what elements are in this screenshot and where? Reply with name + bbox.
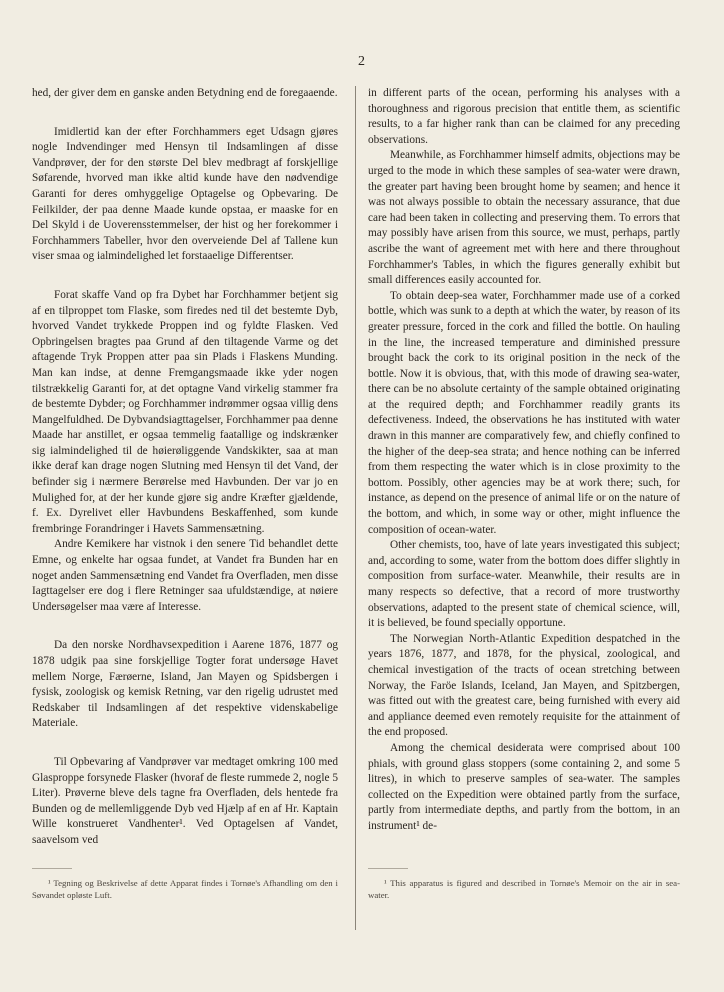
paragraph: Other chemists, too, have of late years investigated this subject; and, according to some, water from the bottom does differ slightly in composition from surface-water. Meanwhile, their results are in many respects so defective, that a record of more trustworthy observations, adapted to the present state of chemical science, will, it is believed, be found specially opportune. [368, 539, 680, 630]
footnote-rule [368, 868, 408, 869]
paragraph: Da den norske Nordhavsexpedition i Aarene 1876, 1877 og 1878 udgik paa sine forskjellige Togter forat undersøge Havet mellem Norge, Færøerne, Island, Jan Mayen og Spidsbergen i fysisk, zoologisk og kemisk Retning, var den rigelig udrustet med Redskaber til Indsamlingen af det respektive videnskabelige Materiale. [32, 639, 338, 730]
english-footnote [368, 878, 680, 902]
paragraph: Andre Kemikere har vistnok i den senere Tid behandlet dette Emne, og enkelte har ogsaa fundet, at Vandet fra Bunden har en noget anden Sammensætning end Vandet fra Overfladen, men disse Iagttagelser ere dog i flere Retninger saa ufuldstændige, at nøiere Undersøgelser maa være af Interesse. [32, 538, 338, 613]
paragraph: Til Opbevaring af Vandprøver var medtaget omkring 100 med Glasproppe forsynede Flasker (hvoraf de fleste rummede 2, nogle 5 Liter). Prøverne bleve dels tagne fra Overfladen, dels hentede fra Bunden og de mellemliggende Dyb ved Hjælp af en af Hr. Kaptain Wille konstrueret Vandhenter¹. Ved Optagelsen af Vandet, saavelsom ved [32, 755, 338, 846]
paragraph: Forat skaffe Vand op fra Dybet har Forchhammer betjent sig af en tilproppet tom Flaske, som firedes ned til det bestemte Dyb, hvorved Vandet trykkede Proppen ind og fyldte Flasken. Ved Opbringelsen bragtes paa Grund af den tiltagende Varme og det aftagende Tryk Proppen atter paa sin Plads i Flaskens Munding. Man kan indse, at denne Fremgangsmaade ikke yder nogen tilstrækkelig Garanti for, at det optagne Vand virkelig stammer fra de bestemte Dybder; og Forchhammer indrømmer ogsaa villig dens Mangelfuldhed. De Dybvandsiagttagelser, Forchhammer paa denne Maade har anstillet, er ogsaa temmelig faatallige og indskrænker sig ialmindelighed til de høierøliggende Vandskikter, saa at man ikke deraf kan drage nogen Slutning med Hensyn til det Vand, der befinder sig i nærmere Berørelse med Havbunden. Der var jo en Mulighed for, at der her kunde gjøre sig andre Kræfter gjældende, f. Ex. Dyrelivet eller Havbundens Beskaffenhed, som kunde frembringe Forandringer i Havets Sammensætning. [32, 288, 338, 535]
paragraph: The Norwegian North-Atlantic Expedition despatched in the years 1876, 1877, and 1878, for the physical, zoological, and chemical investigation of the tracts of ocean stretching between Norway, the Faröe Islands, Iceland, Jan Mayen, and Spitzbergen, was fitted out with the greatest care, being furnished with every aid and appliance deemed even remotely requisite for the attainment of the end proposed. [368, 632, 680, 739]
footnote-text: ¹ Tegning og Beskrivelse af dette Apparat findes i Tornøe's Afhandling om den i Søvandet opløste Luft. [32, 878, 338, 900]
column-divider [355, 86, 356, 930]
paragraph: hed, der giver dem en ganske anden Betydning end de foregaaende. [32, 87, 338, 99]
page-number: 2 [358, 54, 366, 69]
danish-column [32, 86, 338, 849]
english-column [368, 86, 680, 835]
danish-footnote [32, 878, 338, 902]
paragraph: To obtain deep-sea water, Forchhammer made use of a corked bottle, which was sunk to a depth at which the water, by reason of its greater pressure, forced in the cork and filled the bottle. On hauling in the line, the increased temperature and diminished pressure brought back the cork to its original position in the neck of the bottle. Now it is obvious, that, with this mode of drawing sea-water, there can be no absolute certainty of the sample obtained originating at the required depth; and Forchhammer readily grants its defectiveness. Indeed, the observations he has instituted with water drawn in this manner are comparatively few, and chiefly confined to the higher of the deep-sea strata; and hence nothing can be inferred from them respecting the water which is in close proximity to the bottom. Possibly, other agencies may be at work there; such, for instance, as depend on the presence of animal life or on the nature of the bottom, and which, in some way or other, might influence the composition of ocean-water. [368, 289, 680, 536]
footnote-text: ¹ This apparatus is figured and described in Tornøe's Memoir on the air in sea-water. [368, 878, 680, 900]
paragraph: in different parts of the ocean, performing his analyses with a thoroughness and rigorous precision that entitle them, as scientific results, to a far higher rank than can be claimed for any preceding observations. [368, 87, 680, 146]
paragraph: Among the chemical desiderata were comprised about 100 phials, with ground glass stoppers (some containing 2, and some 5 litres), in which to preserve samples of sea-water. The samples collected on the Expedition were obtained partly from the surface, partly from intermediate depths, and partly from the bottom, in an instrument¹ de- [368, 741, 680, 832]
paragraph: Imidlertid kan der efter Forchhammers eget Udsagn gjøres nogle Indvendinger med Hensyn til Indsamlingen af disse Vandprøver, der for den største Del blev medbragt af forskjellige Søfarende, hvorved man ikke altid kunde have den nødvendige Garanti for deres omhyggelige Optagelse og Opbevaring. De Feilkilder, der paa denne Maade kunde opstaa, er maaske for en Del Skyld i de Uoverensstemmelser, der hist og her forekommer i Forchhammers Tabeller, hvor den overveiende Del af Tallene kun viser smaa og ialmindelighed let forstaaelige Differentser. [32, 125, 338, 263]
paragraph: Meanwhile, as Forchhammer himself admits, objections may be urged to the mode in which these samples of sea-water were drawn, the greater part having been brought home by seamen; and hence it was not always possible to obtain the necessary assurance, that due care had been taken in collecting and preserving them. To errors that may possibly have arisen from this source, we must, perhaps, partly ascribe the want of agreement met with here and there throughout Forchhammer's Tables, in which the figures generally exhibit but small differences easily accounted for. [368, 149, 680, 287]
footnote-rule [32, 868, 72, 869]
